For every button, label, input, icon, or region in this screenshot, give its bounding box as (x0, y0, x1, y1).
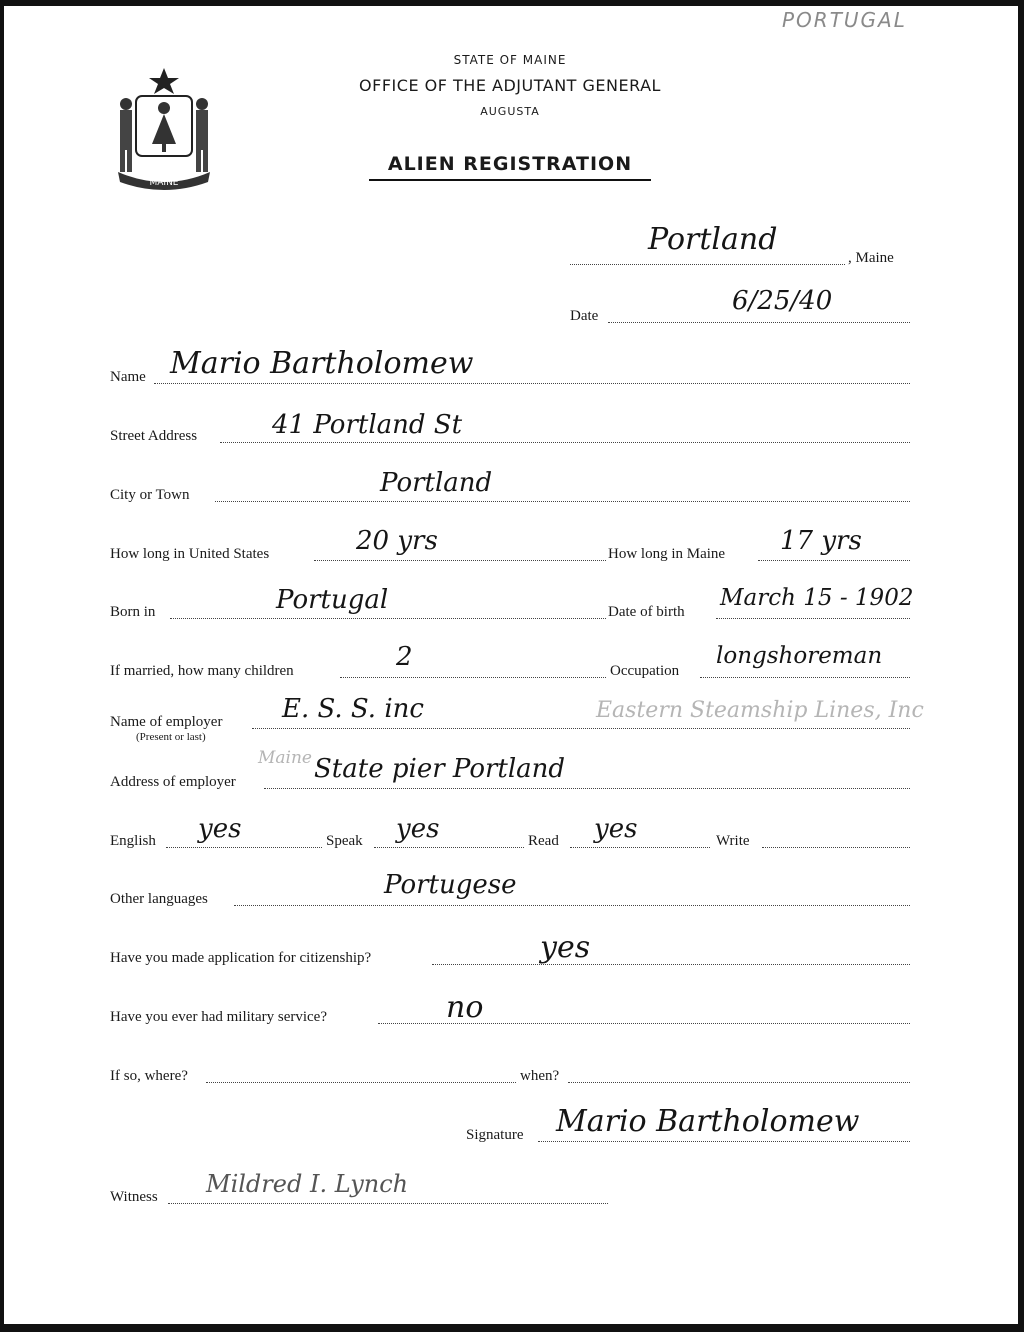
employer-address-note: Maine (258, 748, 312, 768)
born-in-line (170, 618, 606, 619)
maine-label: , Maine (848, 250, 894, 266)
name-line (154, 383, 910, 384)
form-title: ALIEN REGISTRATION (387, 153, 633, 175)
speak-value: yes (396, 814, 440, 844)
employer-line (252, 728, 910, 729)
military-label: Have you ever had military service? (110, 1009, 327, 1025)
header-city: AUGUSTA (480, 105, 540, 118)
read-value: yes (594, 814, 638, 844)
city-line (215, 501, 910, 502)
write-line (762, 847, 910, 848)
read-label: Read (528, 833, 559, 849)
date-line (608, 322, 910, 323)
signature-value: Mario Bartholomew (556, 1104, 860, 1139)
scan-border-bottom (0, 1324, 1024, 1332)
how-long-us-value: 20 yrs (356, 526, 438, 556)
employer-address-value: State pier Portland (314, 754, 566, 784)
how-long-maine-line (758, 560, 910, 561)
born-in-value: Portugal (276, 585, 389, 615)
children-value: 2 (396, 642, 413, 672)
children-line (340, 677, 606, 678)
maine-state-seal-icon (108, 64, 220, 192)
if-so-where-line (206, 1082, 516, 1083)
employer-label: Name of employer (110, 714, 223, 730)
witness-value: Mildred I. Lynch (206, 1170, 409, 1198)
english-value: yes (198, 814, 242, 844)
english-line (166, 847, 322, 848)
if-so-where-label: If so, where? (110, 1068, 188, 1084)
city-label: City or Town (110, 487, 190, 503)
children-label: If married, how many children (110, 663, 294, 679)
how-long-us-label: How long in United States (110, 546, 270, 562)
employer-value: E. S. S. inc (282, 694, 424, 724)
other-languages-value: Portugese (384, 870, 517, 900)
place-line (570, 264, 845, 265)
how-long-maine-value: 17 yrs (780, 526, 862, 556)
title-underline (369, 179, 651, 181)
header-state: STATE OF MAINE (453, 53, 567, 67)
other-languages-line (234, 905, 910, 906)
employer-address-line (264, 788, 910, 789)
other-languages-label: Other languages (110, 891, 208, 907)
how-long-maine-label: How long in Maine (608, 546, 726, 562)
name-label: Name (110, 369, 146, 385)
how-long-us-line (314, 560, 606, 561)
occupation-label: Occupation (610, 663, 680, 679)
date-label: Date (570, 308, 599, 324)
employer-address-label: Address of employer (110, 774, 236, 790)
citizenship-label: Have you made application for citizenship? (110, 950, 372, 966)
citizenship-line (432, 964, 910, 965)
signature-line (538, 1141, 910, 1142)
when-label: when? (520, 1068, 560, 1084)
write-label: Write (716, 833, 750, 849)
read-line (570, 847, 710, 848)
scan-border-right (1018, 0, 1024, 1332)
employer-sub-label: (Present or last) (136, 731, 206, 743)
occupation-value: longshoreman (716, 643, 883, 669)
when-line (568, 1082, 910, 1083)
scan-border-top (0, 0, 1024, 6)
place-value: Portland (648, 222, 778, 257)
speak-line (374, 847, 524, 848)
signature-label: Signature (466, 1127, 524, 1143)
employer-annotation: Eastern Steamship Lines, Inc (596, 698, 924, 723)
city-value: Portland (380, 468, 493, 498)
street-address-value: 41 Portland St (272, 410, 463, 440)
born-in-label: Born in (110, 604, 156, 620)
english-label: English (110, 833, 156, 849)
date-of-birth-line (716, 618, 910, 619)
occupation-line (700, 677, 910, 678)
name-value: Mario Bartholomew (170, 346, 474, 381)
date-of-birth-value: March 15 - 1902 (720, 585, 914, 611)
street-address-label: Street Address (110, 428, 198, 444)
seal-lettering: MAINE (149, 178, 179, 188)
corner-annotation: PORTUGAL (782, 8, 907, 32)
scan-border-left (0, 0, 4, 1332)
witness-line (168, 1203, 608, 1204)
date-of-birth-label: Date of birth (608, 604, 685, 620)
citizenship-value: yes (540, 930, 591, 965)
witness-label: Witness (110, 1189, 158, 1205)
header-office: OFFICE OF THE ADJUTANT GENERAL (359, 76, 661, 95)
speak-label: Speak (326, 833, 363, 849)
date-value: 6/25/40 (732, 286, 833, 316)
street-address-line (220, 442, 910, 443)
military-value: no (446, 990, 484, 1025)
